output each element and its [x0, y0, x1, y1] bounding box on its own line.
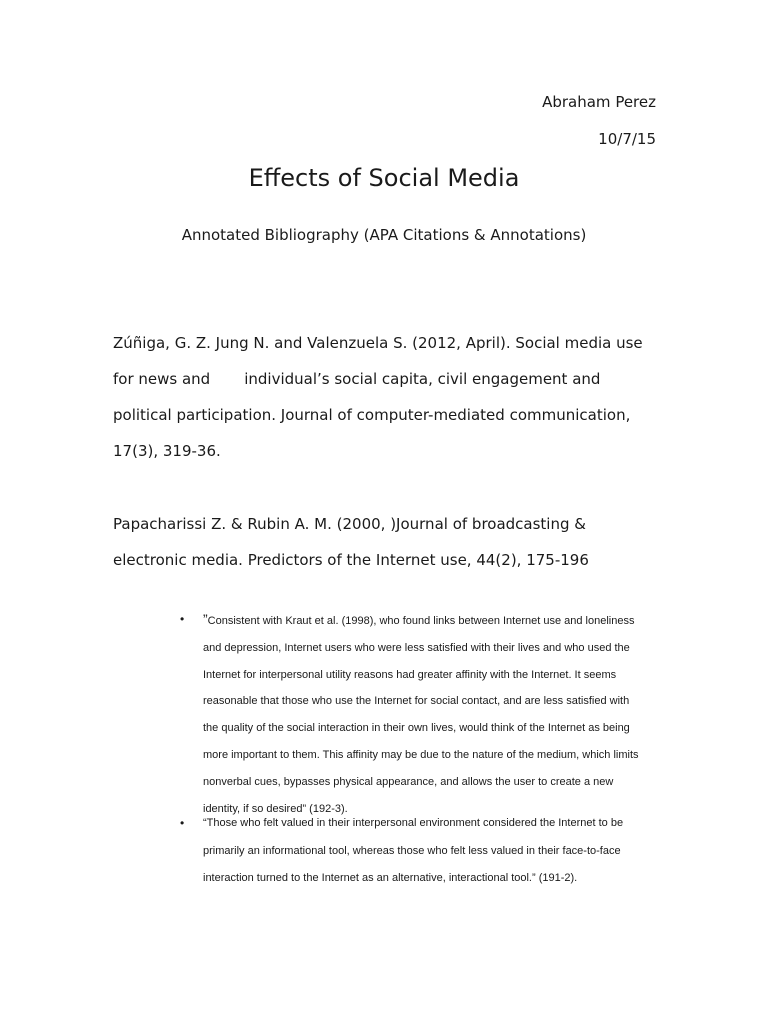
annotation-line: “Those who felt valued in their interpersonal environment considered the Internet to be — [203, 817, 624, 829]
annotation-line: Internet for interpersonal utility reasons had greater affinity with the Internet. It seems — [203, 668, 617, 681]
citation-line: electronic media. Predictors of the Internet use, 44(2), 175-196 — [113, 551, 589, 569]
annotation-line: interaction turned to the Internet as an alternative, interactional tool.” (191-2). — [203, 872, 578, 884]
citation-line: political participation. Journal of computer-mediated communication, — [113, 406, 631, 424]
bullet-icon: • — [180, 612, 185, 626]
annotation-line: nonverbal cues, bypasses physical appearance, and allows the user to create a new — [203, 775, 614, 788]
citation-line: 17(3), 319-36. — [113, 442, 221, 460]
author-name: Abraham Perez — [542, 93, 656, 111]
annotation-line: reasonable that those who use the Internet for social contact, and are less satisfied with — [203, 695, 630, 708]
document-date: 10/7/15 — [598, 130, 656, 148]
annotation-line — [203, 606, 660, 635]
annotation-line-text: Consistent with Kraut et al. (1998), who found links between Internet use and loneliness — [207, 615, 635, 627]
annotation-item — [180, 606, 660, 822]
annotation-line: the quality of the social interaction in their own lives, would think of the Internet as being — [203, 722, 630, 735]
citation-line — [113, 361, 673, 397]
open-quote: ” — [203, 611, 208, 627]
document-subtitle: Annotated Bibliography (APA Citations & Annotations) — [181, 226, 587, 244]
citation-line-part: for news and — [113, 370, 211, 388]
annotation-line: identity, if so desired” (192-3). — [203, 802, 348, 815]
annotation-list — [180, 810, 660, 893]
citation-line-part: individual’s social capita, civil engagement and — [244, 370, 601, 388]
document-title: Effects of Social Media — [248, 164, 520, 192]
citation-line: Zúñiga, G. Z. Jung N. and Valenzuela S. (2012, April). Social media use — [113, 334, 643, 352]
annotation-line: and depression, Internet users who were less satisfied with their lives and who used the — [203, 641, 630, 654]
annotation-line: primarily an informational tool, whereas those who felt less valued in their face-to-face — [203, 844, 621, 857]
bullet-icon: • — [180, 816, 185, 830]
annotation-list — [180, 606, 660, 822]
citation-papacharissi — [113, 506, 673, 578]
citation-line: Papacharissi Z. & Rubin A. M. (2000, )Journal of broadcasting & — [113, 515, 586, 533]
citation-zuniga — [113, 325, 673, 469]
annotation-line: more important to them. This affinity may be due to the nature of the medium, which limits — [203, 748, 639, 761]
annotation-item — [180, 810, 660, 893]
